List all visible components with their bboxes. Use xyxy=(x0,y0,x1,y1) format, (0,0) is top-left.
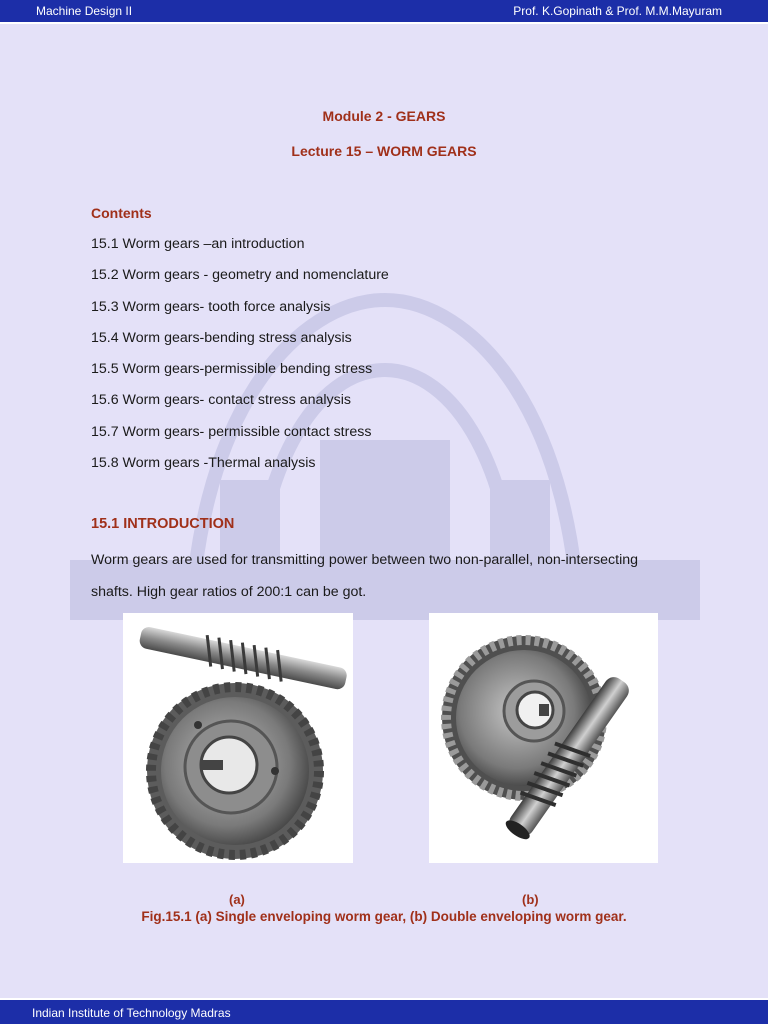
intro-line: shafts. High gear ratios of 200:1 can be got. xyxy=(91,584,367,600)
contents-item: 15.1 Worm gears –an introduction xyxy=(91,236,305,252)
contents-item: 15.7 Worm gears- permissible contact stress xyxy=(91,423,372,440)
section-heading: 15.1 INTRODUCTION xyxy=(91,516,235,532)
figure-caption: Fig.15.1 (a) Single enveloping worm gear, (b) Double enveloping worm gear. xyxy=(141,909,627,924)
double-enveloping-worm-gear-image xyxy=(429,613,658,863)
contents-item: 15.8 Worm gears -Thermal analysis xyxy=(91,455,316,472)
contents-item: 15.6 Worm gears- contact stress analysis xyxy=(91,392,351,409)
module-title: Module 2 - GEARS xyxy=(322,108,446,124)
lecture-title: Lecture 15 – WORM GEARS xyxy=(291,143,477,159)
contents-item: 15.2 Worm gears - geometry and nomenclature xyxy=(91,267,389,284)
contents-item: 15.4 Worm gears-bending stress analysis xyxy=(91,329,352,346)
intro-line: Worm gears are used for transmitting power between two non-parallel, non-intersecting xyxy=(91,552,639,568)
intro-paragraph xyxy=(91,544,691,608)
header-bar xyxy=(0,0,768,24)
contents-list xyxy=(91,236,389,486)
author-names: Prof. K.Gopinath & Prof. M.M.Mayuram xyxy=(513,4,722,18)
course-name: Machine Design II xyxy=(36,4,133,18)
contents-item: 15.3 Worm gears- tooth force analysis xyxy=(91,298,331,315)
figure-label-b: (b) xyxy=(522,892,539,907)
single-enveloping-worm-gear-image xyxy=(123,613,353,863)
contents-heading: Contents xyxy=(91,205,152,221)
footer-bar xyxy=(0,998,768,1024)
contents-item: 15.5 Worm gears-permissible bending stress xyxy=(91,361,373,378)
figure-label-a: (a) xyxy=(229,892,245,907)
institution-name: Indian Institute of Technology Madras xyxy=(32,1006,231,1020)
